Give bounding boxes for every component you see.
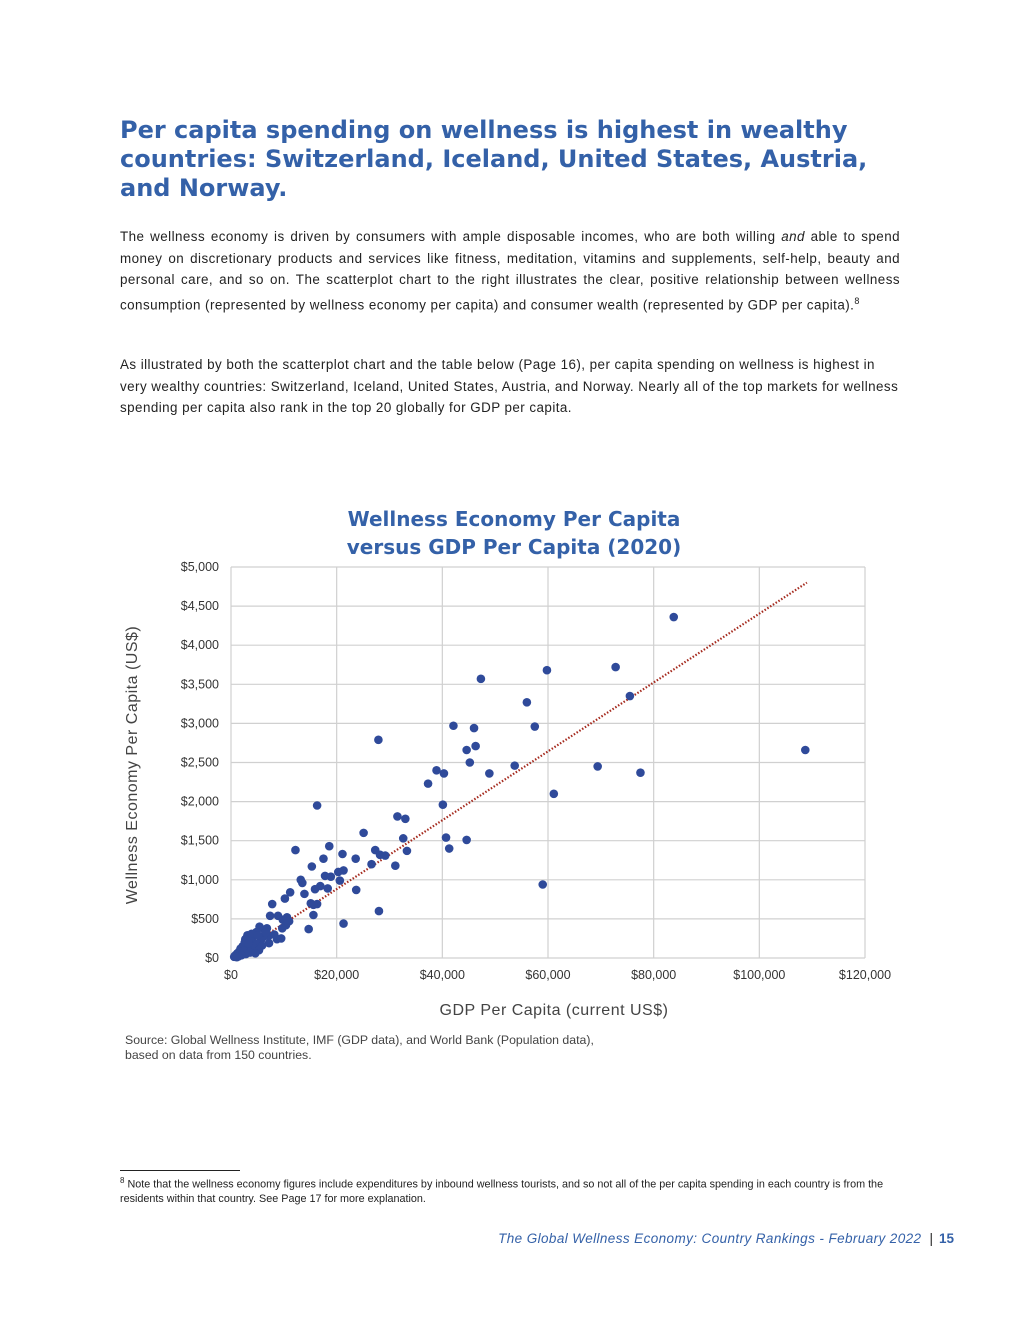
scatter-point	[636, 768, 645, 777]
footer-title: The Global Wellness Economy: Country Rankings - February 2022	[498, 1231, 922, 1246]
scatter-point	[367, 860, 376, 869]
scatter-point	[278, 924, 287, 933]
scatter-point	[445, 844, 454, 853]
scatter-point	[281, 894, 290, 903]
scatter-point	[611, 663, 620, 672]
scatter-point	[338, 850, 347, 859]
scatter-point	[309, 901, 318, 910]
scatter-point	[374, 736, 383, 745]
chart-source-line1: Source: Global Wellness Institute, IMF (GDP data), and World Bank (Population data),	[125, 1033, 594, 1047]
scatter-point	[311, 885, 320, 894]
scatter-point	[308, 862, 317, 871]
scatter-point	[471, 742, 480, 751]
y-tick-label: $2,000	[180, 794, 219, 809]
scatter-point	[352, 886, 361, 895]
scatter-point	[304, 925, 313, 934]
scatter-point	[550, 789, 559, 798]
scatter-point	[334, 868, 343, 877]
footnote	[120, 1174, 910, 1206]
scatter-point	[440, 769, 449, 778]
scatter-point	[313, 801, 322, 810]
chart-source-line2: based on data from 150 countries.	[125, 1048, 312, 1062]
y-tick-label: $500	[191, 911, 219, 926]
x-tick-label: $0	[224, 968, 238, 982]
y-tick-label: $5,000	[180, 560, 219, 574]
scatter-point	[801, 746, 810, 755]
footer-separator: |	[929, 1231, 933, 1246]
scatter-point	[273, 935, 282, 944]
scatter-point	[538, 880, 547, 889]
scatter-point	[466, 758, 475, 767]
x-tick-label: $120,000	[838, 968, 892, 982]
scatter-point	[477, 675, 486, 684]
scatter-point	[424, 779, 433, 788]
scatter-point	[462, 746, 471, 755]
scatter-point	[470, 724, 479, 733]
page-heading: Per capita spending on wellness is highest in wealthy countries: Switzerland, Iceland, United States, Austria, and Norway.	[120, 116, 868, 202]
chart-source	[125, 1033, 594, 1063]
footnote-reference[interactable]: 8	[854, 296, 860, 307]
scatter-point	[309, 911, 318, 920]
scatter-point	[298, 879, 307, 888]
chart-points	[230, 613, 810, 962]
y-axis-ticks	[181, 560, 219, 965]
x-axis-label: GDP Per Capita (current US$)	[439, 1002, 669, 1019]
scatter-point	[336, 876, 345, 885]
second-paragraph: As illustrated by both the scatterplot chart and the table below (Page 16), per capita spending on wellness is highest in very wealthy countries: Switzerland, Iceland, United States, Austria, and Norway. Nearly all of the top markets for wellness spending per capita also rank in the top 20 globally for GDP per capita.	[120, 357, 899, 416]
scatter-point	[401, 815, 410, 824]
scatter-point	[530, 722, 539, 731]
x-tick-label: $60,000	[525, 968, 571, 982]
scatter-point	[266, 911, 275, 920]
intro-paragraph-part-b: able to spend money on discretionary products and services like fitness, meditation, vitamins and supplements, self-help, beauty and personal care, and so on. The scatterplot chart to the right illustrates the clear, positive relationship between wellness consumption (represented by wellness economy per capita) and consumer wealth (represented by GDP per capita).	[120, 229, 900, 313]
scatter-point	[375, 907, 384, 916]
scatter-point	[432, 766, 441, 775]
scatter-point	[323, 884, 332, 893]
x-tick-label: $20,000	[314, 968, 360, 982]
scatter-point	[449, 721, 458, 730]
scatter-point	[391, 861, 400, 870]
x-tick-label: $40,000	[419, 968, 465, 982]
y-tick-label: $1,500	[180, 833, 219, 848]
x-tick-label: $80,000	[631, 968, 677, 982]
footnote-divider	[120, 1170, 240, 1171]
page-number: 15	[938, 1231, 954, 1246]
y-tick-label: $4,500	[180, 599, 219, 614]
chart-title-line1: Wellness Economy Per Capita	[347, 507, 681, 531]
intro-paragraph-part-a: The wellness economy is driven by consumers with ample disposable incomes, who are both willing	[120, 229, 782, 244]
scatter-point	[327, 872, 336, 881]
x-axis-ticks	[224, 968, 891, 982]
scatter-point	[626, 692, 635, 701]
y-tick-label: $3,500	[180, 677, 219, 692]
scatter-point	[300, 890, 309, 899]
scatter-chart	[115, 500, 915, 1040]
scatter-point	[543, 666, 552, 675]
y-tick-label: $4,000	[180, 638, 219, 653]
chart-title-line2: versus GDP Per Capita (2020)	[346, 535, 682, 559]
scatter-point	[254, 931, 263, 940]
scatter-point	[251, 949, 260, 958]
scatter-chart-svg	[115, 500, 915, 1040]
scatter-point	[268, 900, 277, 909]
y-tick-label: $0	[205, 951, 219, 965]
scatter-point	[439, 800, 448, 809]
intro-paragraph	[120, 226, 900, 316]
scatter-point	[351, 854, 360, 863]
scatter-point	[262, 928, 271, 937]
scatter-point	[319, 854, 328, 863]
scatter-point	[339, 919, 348, 928]
footnote-text: Note that the wellness economy figures include expenditures by inbound wellness tourists, and so not all of the per capita spending in each country is from the residents within that country. See Page 17 for more explanation.	[120, 1178, 884, 1205]
scatter-point	[359, 829, 368, 838]
scatter-point	[485, 769, 494, 778]
scatter-point	[325, 842, 334, 851]
scatter-point	[462, 836, 471, 845]
chart-gridlines	[231, 567, 865, 958]
y-tick-label: $2,500	[180, 755, 219, 770]
scatter-point	[669, 613, 678, 622]
intro-paragraph-emphasis: and	[781, 229, 805, 244]
scatter-point	[523, 698, 532, 707]
x-tick-label: $100,000	[733, 968, 786, 982]
scatter-point	[593, 762, 602, 771]
scatter-point	[399, 834, 408, 843]
footnote-number: 8	[120, 1176, 125, 1185]
scatter-point	[291, 846, 300, 855]
scatter-point	[510, 761, 519, 770]
scatter-point	[233, 953, 242, 962]
scatter-point	[442, 833, 451, 842]
scatter-point	[403, 847, 412, 856]
y-axis-label: Wellness Economy Per Capita (US$)	[124, 625, 141, 905]
y-tick-label: $3,000	[180, 716, 219, 731]
y-tick-label: $1,000	[180, 872, 219, 887]
scatter-point	[244, 939, 253, 948]
page-footer	[498, 1231, 954, 1246]
scatter-point	[381, 851, 390, 860]
scatter-point	[393, 812, 402, 821]
